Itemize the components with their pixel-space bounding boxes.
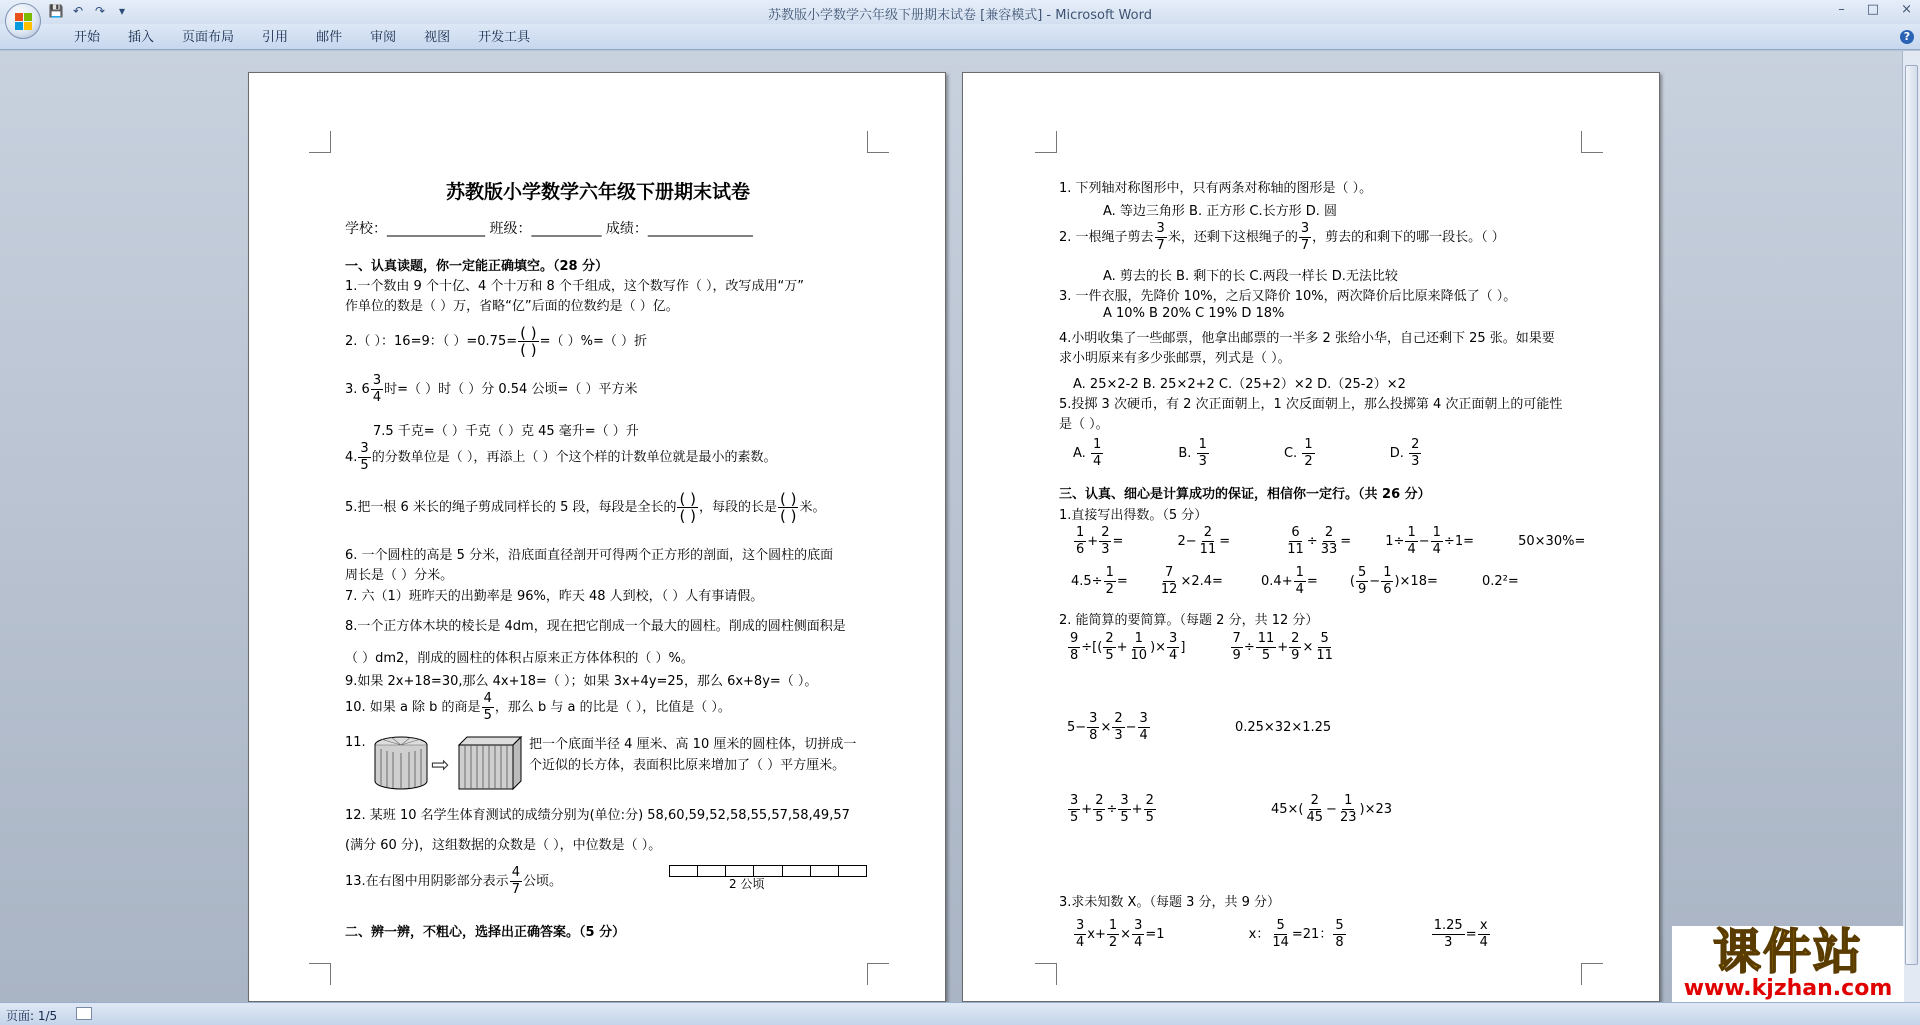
simplify-row-3: $\frac{3}{5}$ + $\frac{2}{5}$ ÷ $\frac{3}{5}$ + $\frac{2}{5}$ 45×( $\frac{2}{45}$ − $\frac{1}{23}$ )×23 (1070, 793, 1393, 825)
vertical-scrollbar[interactable] (1902, 51, 1920, 1002)
fraction: $\frac{1}{6}$ (1076, 525, 1085, 557)
fraction: $\frac{2}{5}$ (1095, 793, 1104, 825)
watermark-logo: 课件站 (1712, 924, 1863, 980)
undo-icon[interactable]: ↶ (72, 4, 84, 18)
question-4-num: 4. (345, 450, 358, 465)
question-3-num: 3. 6 (345, 382, 370, 397)
choice-5-options (1073, 437, 1422, 470)
tape-bar (669, 865, 867, 877)
tab-references[interactable]: 引用 (262, 30, 289, 45)
question-10-text-b: ，那么 b 与 a 的比是（ ），比值是（ ）。 (494, 700, 731, 715)
tab-view[interactable]: 视图 (424, 30, 451, 45)
simplify-row-1: $\frac{9}{8}$ ÷[( $\frac{2}{5}$ + $\frac{1}{10}$ )× $\frac{3}{4}$ ] $\frac{7}{9}$ ÷ $\frac{11}{5}$ + $\frac{2}{9}$ × $\frac{5}{11}$ (1070, 631, 1333, 663)
fraction: $\frac{5}{14}$ (1272, 918, 1289, 950)
fraction: $\frac{1}{23}$ (1339, 793, 1357, 825)
question-1-cont: 作单位的数是（ ）万，省略“亿”后面的位数约是（ ）亿。 (345, 299, 679, 314)
fraction: $\frac{3}{4}$ (1139, 711, 1148, 743)
tab-developer[interactable]: 开发工具 (478, 30, 531, 45)
choice-2-options: A. 剪去的长 B. 剩下的长 C.两段一样长 D.无法比较 (1103, 269, 1398, 284)
tab-page-layout[interactable]: 页面布局 (182, 30, 235, 45)
fraction-blank: ( ) ( ) (679, 490, 696, 525)
margin-mark (1035, 131, 1057, 153)
fraction: $\frac{1}{4}$ (1295, 565, 1304, 597)
question-8: 8.一个正方体木块的棱长是 4dm，现在把它削成一个最大的圆柱。削成的圆柱侧面积是 (345, 619, 846, 634)
fraction: $\frac{1}{2}$ (1108, 918, 1118, 950)
fraction: $\frac{1}{2}$ (1105, 565, 1114, 597)
fraction: $\frac{2}{33}$ (1320, 525, 1338, 557)
save-icon[interactable]: 💾 (48, 4, 64, 18)
fraction: $\frac{1}{10}$ (1130, 631, 1148, 663)
section-heading: 一、认真读题，你一定能正确填空。（28 分） (345, 259, 609, 274)
option-c: C. (1283, 446, 1298, 461)
fraction: $\frac{3}{4}$ (1134, 918, 1143, 950)
fraction: $\frac{4}{7}$ (511, 865, 520, 897)
document-page-1[interactable] (248, 72, 946, 1002)
margin-mark (1035, 963, 1057, 985)
fraction: $\frac{1}{4}$ (1092, 437, 1102, 469)
margin-mark (867, 131, 889, 153)
fraction: $\frac{1}{4}$ (1407, 525, 1416, 557)
fraction: $\frac{7}{12}$ (1160, 565, 1178, 597)
window-controls (1838, 2, 1912, 17)
macro-record-icon[interactable] (76, 1007, 92, 1020)
choice-5-cont: 是（ ）。 (1059, 417, 1109, 432)
fraction: $\frac{11}{5}$ (1257, 631, 1275, 663)
question-5 (345, 491, 825, 524)
question-12-cont: (满分 60 分)，这组数据的众数是（ ），中位数是（ ）。 (345, 838, 662, 853)
fraction: $\frac{3}{4}$ (372, 373, 382, 405)
choice-4-cont: 求小明原来有多少张邮票，列式是（ ）。 (1059, 351, 1291, 366)
student-info-line: 学校：______________ 班级：__________ 成绩：_______________ (345, 221, 753, 237)
question-8-cont: （ ）dm2，削成的圆柱的体积占原来正方体体积的（ ）%。 (345, 651, 694, 666)
fraction: $\frac{1}{6}$ (1383, 565, 1392, 597)
office-logo-icon (15, 13, 32, 30)
subsection-3: 3.求未知数 X。（每题 3 分，共 9 分） (1059, 895, 1281, 910)
question-3-text: 时=（ ）时（ ）分 0.54 公顷=（ ）平方米 (384, 382, 638, 397)
tab-review[interactable]: 审阅 (370, 30, 397, 45)
subsection-1: 1.直接写出得数。（5 分） (1059, 508, 1208, 523)
fraction: $\frac{2}{3}$ (1411, 437, 1420, 469)
choice-3-options: A 10% B 20% C 19% D 18% (1103, 306, 1285, 321)
fraction: $\frac{3}{5}$ (1070, 793, 1079, 825)
tab-mailings[interactable]: 邮件 (316, 30, 343, 45)
watermark-url: www.kjzhan.com (1683, 976, 1893, 1001)
fraction: $\frac{1}{4}$ (1432, 525, 1441, 557)
question-11: 把一个底面半径 4 厘米、高 10 厘米的圆柱体，切拼成一 (529, 737, 857, 752)
fraction: $\frac{1.25}{3}$ (1433, 918, 1463, 950)
fraction: $\frac{2}{9}$ (1291, 631, 1300, 663)
question-13-text: 13.在右图中用阴影部分表示 (345, 874, 509, 889)
choice-2 (1059, 221, 1505, 254)
fraction: $\frac{2}{45}$ (1306, 793, 1324, 825)
question-5-text-c: 米。 (799, 500, 826, 515)
question-13 (345, 865, 562, 898)
choice-1: 1. 下列轴对称图形中，只有两条对称轴的图形是（ ）。 (1059, 181, 1373, 196)
question-9: 9.如果 2x+18=30,那么 4x+18=（ ）；如果 3x+4y=25，那么 6x+8y=（ ）。 (345, 674, 818, 689)
option-d: D. (1389, 446, 1404, 461)
question-5-text-b: ，每段的长是 (698, 500, 777, 515)
tab-home[interactable]: 开始 (74, 30, 101, 45)
question-4-text: 的分数单位是（ ），再添上（ ）个这个样的计数单位就是最小的素数。 (371, 450, 777, 465)
margin-mark (1581, 963, 1603, 985)
question-13-text-b: 公顷。 (522, 874, 562, 889)
question-6: 6. 一个圆柱的高是 5 分米，沿底面直径剖开可得两个正方形的剖面，这个圆柱的底面 (345, 548, 834, 563)
fraction: $\frac{5}{9}$ (1358, 565, 1367, 597)
question-1: 1.一个数由 9 个十亿、4 个十万和 8 个千组成，这个数写作（ ），改写成用“万” (345, 279, 804, 294)
choice-2-text-b: 米，还剩下这根绳子的 (1167, 230, 1298, 245)
fraction: $\frac{6}{11}$ (1287, 525, 1304, 557)
choice-4-options: A. 25×2-2 B. 25×2+2 C.（25+2）×2 D.（25-2）×2 (1073, 377, 1406, 392)
fraction: $\frac{4}{5}$ (483, 691, 492, 723)
choice-2-text: 2. 一根绳子剪去 (1059, 230, 1154, 245)
tape-label: 2 公顷 (729, 877, 765, 891)
fraction: $\frac{1}{2}$ (1304, 437, 1313, 469)
help-icon[interactable]: ? (1900, 30, 1914, 44)
question-11-cont: 个近似的长方体，表面积比原来增加了（ ）平方厘米。 (529, 758, 846, 773)
question-2-text-b: =（ ）%=（ ）折 (539, 334, 647, 349)
choice-4: 4.小明收集了一些邮票，他拿出邮票的一半多 2 张给小华，自己还剩下 25 张。如果要 (1059, 331, 1555, 346)
fraction: $\frac{3}{7}$ (1156, 221, 1165, 253)
fraction: $\frac{7}{9}$ (1232, 631, 1241, 663)
margin-mark (309, 131, 331, 153)
option-a: A. (1073, 446, 1086, 461)
question-10 (345, 691, 731, 724)
fraction: $\frac{x}{4}$ (1479, 918, 1488, 950)
choice-3: 3. 一件衣服，先降价 10%，之后又降价 10%，两次降价后比原来降低了（ ）。 (1059, 289, 1517, 304)
redo-icon[interactable]: ↷ (94, 4, 106, 18)
option-b: B. (1178, 446, 1192, 461)
fraction: $\frac{3}{4}$ (1076, 918, 1085, 950)
question-6-cont: 周长是（ ）分米。 (345, 568, 454, 583)
question-3-cont: 7.5 千克=（ ）千克（ ）克 45 毫升=（ ）升 (373, 424, 639, 439)
question-10-text: 10. 如果 a 除 b 的商是 (345, 700, 481, 715)
status-bar (0, 1002, 1920, 1025)
simplify-row-2: 5− $\frac{3}{8}$ × $\frac{2}{3}$ − $\frac{3}{4}$ 0.25×32×1.25 (1067, 711, 1332, 743)
arrow-right-icon: ⇨ (431, 753, 450, 778)
section-heading: 二、辨一辨，不粗心，选择出正确答案。（5 分） (345, 925, 626, 940)
fraction: $\frac{3}{5}$ (1120, 793, 1129, 825)
site-watermark (1672, 926, 1904, 1002)
question-12: 12. 某班 10 名学生体育测试的成绩分别为(单位:分) 58,60,59,52,58,55,57,58,49,57 (345, 808, 850, 823)
solve-row: $\frac{3}{4}$ x+ $\frac{1}{2}$ × $\frac{3}{4}$ =1 x： $\frac{5}{14}$ =21： $\frac{5}{8}$ $\frac{1.25}{3}$ = $\frac{x}{4}$ (1076, 918, 1488, 950)
choice-1-options: A. 等边三角形 B. 正方形 C.长方形 D. 圆 (1103, 204, 1337, 219)
fraction: $\frac{3}{5}$ (360, 441, 369, 473)
question-2-text: 2.（ ）：16=9：（ ）=0.75= (345, 334, 518, 349)
fraction: $\frac{3}{8}$ (1089, 711, 1098, 743)
fraction: $\frac{5}{11}$ (1316, 631, 1333, 663)
tab-insert[interactable]: 插入 (128, 30, 155, 45)
section-heading: 三、认真、细心是计算成功的保证，相信你一定行。（共 26 分） (1059, 487, 1431, 502)
customize-qat-icon[interactable]: ▾ (118, 4, 126, 18)
choice-5: 5.投掷 3 次硬币，有 2 次正面朝上，1 次反面朝上，那么投掷第 4 次正面朝上的可能性 (1059, 397, 1563, 412)
question-3 (345, 373, 638, 406)
fraction-blank: ( ) ( ) (779, 490, 797, 525)
cylinder-figure (373, 735, 429, 791)
scrollbar-thumb[interactable] (1905, 65, 1918, 965)
office-button[interactable] (5, 3, 41, 39)
question-4 (345, 441, 776, 474)
fraction: $\frac{2}{5}$ (1105, 631, 1114, 663)
page-title: 苏教版小学数学六年级下册期末试卷 (445, 181, 750, 203)
fraction: $\frac{3}{7}$ (1300, 221, 1310, 253)
margin-mark (309, 963, 331, 985)
question-7: 7. 六（1）班昨天的出勤率是 96%，昨天 48 人到校，（ ）人有事请假。 (345, 589, 764, 604)
margin-mark (1581, 131, 1603, 153)
fraction: $\frac{2}{3}$ (1114, 711, 1123, 743)
fraction: $\frac{9}{8}$ (1070, 631, 1079, 663)
ribbon (0, 24, 1920, 50)
question-11-num: 11. (345, 735, 366, 750)
window-title: 苏教版小学数学六年级下册期末试卷 [兼容模式] - Microsoft Word (768, 8, 1152, 23)
direct-calc-row-2: 4.5÷ $\frac{1}{2}$ = $\frac{7}{12}$ ×2.4= 0.4+ $\frac{1}{4}$ = ( $\frac{5}{9}$ − $\frac{1}{6}$ )×18= 0.2²= (1071, 565, 1519, 597)
question-2 (345, 325, 647, 358)
cuboid-figure (457, 735, 523, 791)
quick-access-toolbar (48, 3, 130, 19)
minimize-button[interactable]: – (1838, 2, 1845, 17)
document-workspace (0, 51, 1902, 1002)
fraction: $\frac{2}{3}$ (1101, 525, 1110, 557)
fraction: $\frac{5}{8}$ (1335, 918, 1344, 950)
fraction: $\frac{1}{3}$ (1198, 437, 1207, 469)
choice-2-text-c: ，剪去的和剩下的哪一段长。（ ） (1312, 230, 1505, 245)
maximize-button[interactable]: □ (1866, 2, 1880, 17)
title-bar (0, 0, 1920, 24)
question-5-text: 5.把一根 6 米长的绳子剪成同样长的 5 段，每段是全长的 (345, 500, 677, 515)
ribbon-tabs (60, 29, 544, 47)
document-page-2[interactable] (962, 72, 1660, 1002)
close-button[interactable]: × (1901, 2, 1912, 17)
fraction: $\frac{2}{11}$ (1199, 525, 1217, 557)
fraction-blank: ( ) ( ) (520, 324, 537, 359)
tape-diagram (669, 861, 867, 889)
fraction: $\frac{2}{5}$ (1145, 793, 1154, 825)
margin-mark (867, 963, 889, 985)
fraction: $\frac{3}{4}$ (1169, 631, 1178, 663)
page-indicator[interactable]: 页面: 1/5 (6, 1009, 58, 1023)
direct-calc-row-1: $\frac{1}{6}$ + $\frac{2}{3}$ = 2− $\frac{2}{11}$ = $\frac{6}{11}$ ÷ $\frac{2}{33}$ = 1÷ $\frac{1}{4}$ − $\frac{1}{4}$ ÷1= 50×30%= (1076, 525, 1586, 557)
subsection-2: 2. 能简算的要简算。（每题 2 分，共 12 分） (1059, 613, 1319, 628)
